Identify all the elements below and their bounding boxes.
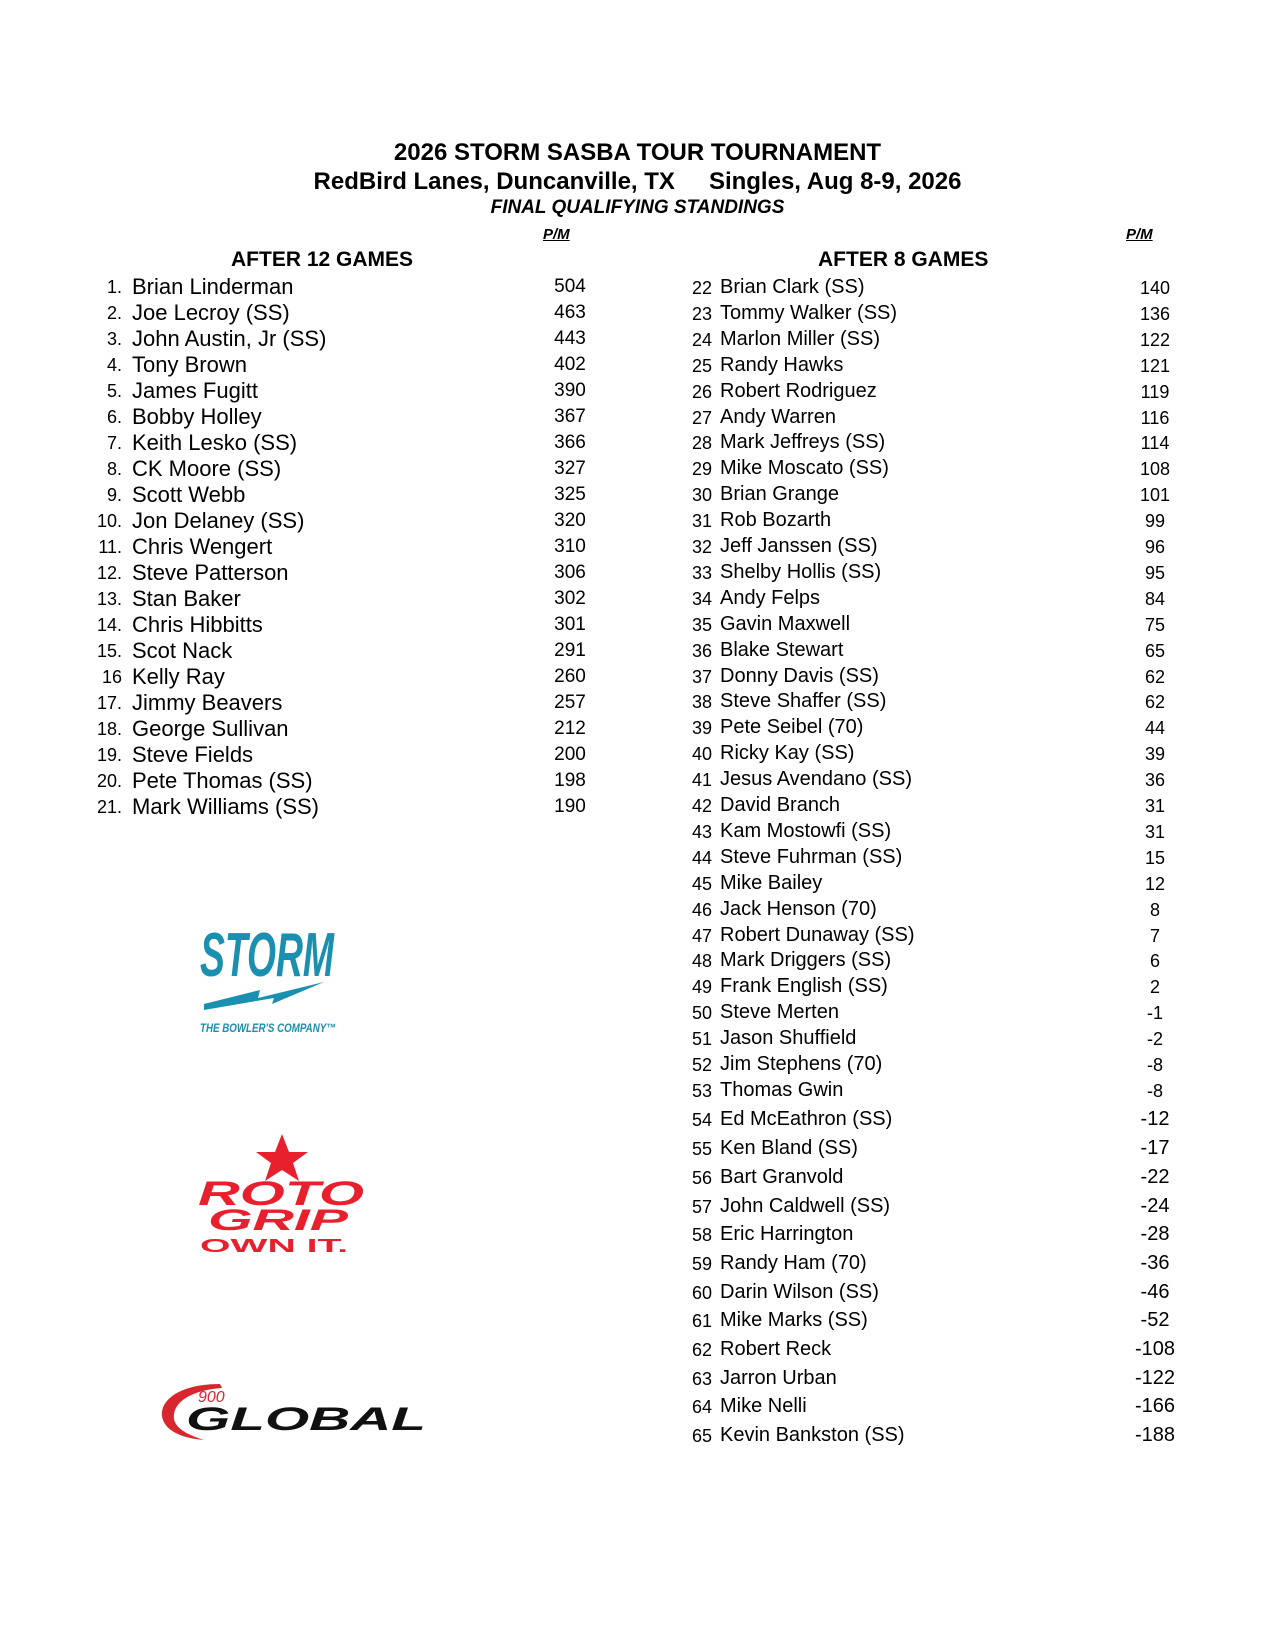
rank-number: 9. — [106, 485, 122, 505]
bowler-name: Mark Driggers (SS) — [720, 949, 892, 972]
bowler-name: Robert Rodriguez — [720, 379, 877, 402]
bowler-name: Donny Davis (SS) — [720, 664, 879, 687]
pins-over-average: 114 — [1140, 433, 1170, 454]
star-icon — [256, 1134, 308, 1181]
bowler-name: Chris Hibbitts — [132, 612, 263, 637]
rank-number: 38 — [691, 692, 712, 713]
rank-number: 6. — [106, 407, 122, 427]
storm-logo — [200, 918, 350, 1048]
pins-over-average: -52 — [1140, 1309, 1170, 1332]
pins-over-average: -8 — [1146, 1055, 1163, 1075]
bowler-name: Kelly Ray — [132, 664, 225, 689]
rank-number: 1. — [106, 277, 122, 297]
rotogrip-line1: ROTO — [198, 1175, 364, 1213]
rank-number: 25 — [691, 355, 712, 376]
right-pm-label: P/M — [1126, 226, 1153, 243]
rank-number: 16 — [101, 667, 122, 687]
pins-over-average: -17 — [1140, 1137, 1170, 1160]
pins-over-average: 95 — [1144, 562, 1166, 583]
rank-number: 8. — [106, 459, 122, 479]
bowler-name: Darin Wilson (SS) — [720, 1280, 879, 1303]
bowler-name: Mike Moscato (SS) — [720, 457, 889, 480]
bowler-name: Brian Grange — [720, 483, 839, 506]
pins-over-average: 306 — [554, 562, 586, 583]
rank-number: 53 — [691, 1080, 712, 1101]
pins-over-average: 7 — [1149, 925, 1160, 946]
pins-over-average: 366 — [554, 432, 586, 453]
bowler-name: Jon Delaney (SS) — [132, 508, 305, 533]
rank-number: 49 — [691, 977, 712, 998]
rank-number: 22 — [691, 278, 712, 298]
pins-over-average: 8 — [1149, 899, 1160, 920]
bowler-name: Brian Clark (SS) — [720, 276, 865, 298]
storm-wordmark: STORM — [200, 921, 335, 990]
pins-over-average: -8 — [1146, 1080, 1163, 1101]
pins-over-average: 99 — [1144, 511, 1166, 532]
bowler-name: Blake Stewart — [720, 638, 844, 661]
pins-over-average: 302 — [554, 588, 586, 609]
pins-over-average: 122 — [1139, 329, 1171, 350]
rank-number: 45 — [691, 873, 712, 894]
bowler-name: Jim Stephens (70) — [720, 1053, 883, 1075]
pins-over-average: 31 — [1144, 821, 1166, 842]
pins-over-average: 121 — [1139, 355, 1171, 376]
pins-over-average: 119 — [1140, 381, 1170, 402]
rank-number: 17. — [96, 693, 122, 713]
rank-number: 39 — [691, 718, 712, 739]
bowler-name: Thomas Gwin — [720, 1078, 844, 1101]
rank-number: 20. — [96, 771, 122, 791]
rank-number: 40 — [691, 744, 712, 765]
bowler-name: John Austin, Jr (SS) — [132, 326, 327, 351]
pins-over-average: 96 — [1144, 537, 1166, 557]
pins-over-average: 504 — [554, 276, 586, 297]
rank-number: 23 — [691, 303, 712, 324]
bowler-name: Marlon Miller (SS) — [720, 327, 881, 350]
rank-number: 10. — [96, 511, 122, 531]
bowler-name: Rob Bozarth — [720, 509, 832, 532]
pins-over-average: 140 — [1139, 278, 1171, 298]
pins-over-average: 320 — [554, 510, 586, 531]
pins-over-average: 402 — [554, 354, 586, 375]
bowler-name: Keith Lesko (SS) — [132, 430, 298, 455]
rank-number: 29 — [691, 459, 712, 480]
rotogrip-tagline: OWN IT. — [200, 1236, 348, 1256]
bowler-name: Scott Webb — [132, 482, 246, 507]
rank-number: 58 — [691, 1225, 712, 1246]
bowler-name: Randy Ham (70) — [720, 1251, 867, 1274]
rank-number: 37 — [691, 666, 712, 687]
bowler-name: George Sullivan — [132, 716, 289, 741]
bowler-name: Mike Marks (SS) — [720, 1309, 868, 1332]
bowler-name: Robert Reck — [720, 1338, 832, 1360]
bowler-name: Chris Wengert — [132, 534, 273, 559]
bowler-name: Andy Felps — [720, 586, 821, 609]
bowler-name: Robert Dunaway (SS) — [720, 923, 915, 946]
rank-number: 56 — [691, 1167, 712, 1188]
pins-over-average: -22 — [1140, 1165, 1170, 1188]
rank-number: 55 — [691, 1139, 712, 1160]
bowler-name: Andy Warren — [720, 405, 836, 428]
rank-number: 7. — [106, 433, 122, 453]
pins-over-average: 463 — [554, 302, 586, 323]
pins-over-average: 443 — [554, 328, 586, 349]
rank-number: 64 — [691, 1397, 712, 1418]
bowler-name: Jack Henson (70) — [720, 897, 877, 920]
pins-over-average: 31 — [1144, 796, 1166, 816]
pins-over-average: 62 — [1144, 692, 1166, 713]
bowler-name: Mark Jeffreys (SS) — [720, 431, 886, 454]
pins-over-average: -36 — [1140, 1251, 1170, 1274]
bowler-name: Brian Linderman — [132, 274, 294, 299]
bowler-name: Steve Shaffer (SS) — [720, 690, 887, 713]
pins-over-average: 190 — [554, 796, 586, 817]
bowler-name: Mike Bailey — [720, 871, 823, 894]
tournament-location-event — [0, 167, 1275, 196]
rank-number: 36 — [691, 640, 712, 661]
pins-over-average: 260 — [554, 666, 586, 687]
bowler-name: David Branch — [720, 794, 841, 816]
rank-number: 31 — [691, 511, 712, 532]
rank-number: 3. — [106, 329, 122, 349]
right-section-heading: AFTER 8 GAMES — [818, 248, 989, 271]
pins-over-average: -28 — [1140, 1223, 1170, 1246]
bowler-name: Ed McEathron (SS) — [720, 1108, 893, 1131]
pins-over-average: 84 — [1144, 588, 1166, 609]
pins-over-average: 200 — [554, 744, 586, 765]
rank-number: 44 — [691, 847, 712, 868]
bowler-name: Jimmy Beavers — [132, 690, 283, 715]
rank-number: 61 — [691, 1311, 712, 1332]
pins-over-average: 310 — [554, 536, 586, 557]
rank-number: 51 — [691, 1029, 712, 1050]
tournament-title: 2026 STORM SASBA TOUR TOURNAMENT — [393, 139, 882, 166]
tournament-location: RedBird Lanes, Duncanville, TX — [313, 168, 675, 195]
rank-number: 59 — [691, 1253, 712, 1274]
bowler-name: Mike Nelli — [720, 1395, 807, 1418]
pins-over-average: 291 — [554, 640, 586, 661]
bowler-name: Steve Fuhrman (SS) — [720, 845, 903, 868]
bowler-name: Pete Seibel (70) — [720, 716, 864, 739]
rank-number: 34 — [691, 588, 712, 609]
bowler-name: Tony Brown — [132, 352, 247, 377]
pins-over-average: 6 — [1149, 951, 1160, 972]
standings-subtitle: FINAL QUALIFYING STANDINGS — [490, 197, 785, 218]
rank-number: 32 — [691, 537, 712, 557]
global-number: 900 — [198, 1389, 225, 1406]
pins-over-average: -2 — [1146, 1029, 1163, 1050]
pins-over-average: -108 — [1134, 1338, 1176, 1360]
bowler-name: CK Moore (SS) — [132, 456, 282, 481]
rank-number: 47 — [691, 925, 712, 946]
pins-over-average: 39 — [1144, 744, 1166, 765]
bowler-name: Eric Harrington — [720, 1223, 854, 1246]
rank-number: 13. — [96, 589, 122, 609]
rank-number: 54 — [691, 1110, 712, 1131]
bowler-name: Randy Hawks — [720, 353, 844, 376]
pins-over-average: 257 — [554, 692, 586, 713]
rank-number: 52 — [691, 1055, 712, 1075]
rank-number: 5. — [106, 381, 122, 401]
rank-number: 4. — [106, 355, 122, 375]
rank-number: 11. — [98, 537, 122, 557]
pins-over-average: -122 — [1134, 1366, 1176, 1389]
rank-number: 19. — [96, 745, 122, 765]
bowler-name: Steve Merten — [720, 1001, 839, 1024]
pins-over-average: 367 — [554, 406, 586, 427]
rank-number: 15. — [96, 641, 122, 661]
bowler-name: Bart Granvold — [720, 1165, 844, 1188]
rank-number: 43 — [691, 821, 712, 842]
rank-number: 21. — [96, 797, 122, 817]
bowler-name: John Caldwell (SS) — [720, 1194, 891, 1217]
bowler-name: Pete Thomas (SS) — [132, 768, 313, 793]
rank-number: 2. — [106, 303, 122, 323]
rotogrip-line2: GRIP — [208, 1204, 350, 1237]
pins-over-average: -12 — [1140, 1108, 1170, 1131]
900-global-logo — [160, 1380, 440, 1442]
pins-over-average: -24 — [1140, 1194, 1170, 1217]
rank-number: 60 — [691, 1282, 712, 1303]
bowler-name: Joe Lecroy (SS) — [132, 300, 290, 325]
bowler-name: Tommy Walker (SS) — [720, 301, 898, 324]
bowler-name: Kam Mostowfi (SS) — [720, 819, 892, 842]
pins-over-average: 327 — [554, 458, 586, 479]
pins-over-average: 116 — [1140, 407, 1170, 428]
bowler-name: Jesus Avendano (SS) — [720, 768, 912, 791]
pins-over-average: 301 — [554, 614, 586, 635]
rank-number: 57 — [691, 1196, 712, 1217]
bowler-name: Steve Fields — [132, 742, 254, 767]
pins-over-average: -188 — [1134, 1424, 1176, 1447]
pins-over-average: 212 — [554, 718, 586, 739]
rank-number: 12. — [96, 563, 122, 583]
bowler-name: Scot Nack — [132, 638, 233, 663]
rank-number: 46 — [691, 899, 712, 920]
rank-number: 26 — [691, 381, 712, 402]
bowler-name: Gavin Maxwell — [720, 612, 851, 635]
pins-over-average: -1 — [1146, 1003, 1163, 1024]
bowler-name: Frank English (SS) — [720, 975, 888, 998]
global-wordmark: GLOBAL — [186, 1401, 426, 1437]
rank-number: 50 — [691, 1003, 712, 1024]
bowler-name: Ricky Kay (SS) — [720, 742, 855, 765]
bowler-name: Ken Bland (SS) — [720, 1137, 858, 1160]
pins-over-average: 2 — [1149, 977, 1160, 998]
rank-number: 18. — [96, 719, 122, 739]
left-pm-label: P/M — [543, 226, 570, 243]
pins-over-average: 101 — [1139, 485, 1171, 506]
rank-number: 48 — [691, 951, 712, 972]
rank-number: 65 — [691, 1426, 712, 1447]
pins-over-average: -46 — [1140, 1280, 1170, 1303]
bowler-name: Shelby Hollis (SS) — [720, 560, 882, 583]
pins-over-average: 15 — [1144, 847, 1166, 868]
pins-over-average: 44 — [1144, 718, 1166, 739]
rank-number: 35 — [691, 614, 712, 635]
pins-over-average: 390 — [554, 380, 586, 401]
bowler-name: James Fugitt — [132, 378, 258, 403]
rank-number: 24 — [691, 329, 712, 350]
rank-number: 14. — [96, 615, 122, 635]
bowler-name: Jarron Urban — [720, 1366, 837, 1389]
bowler-name: Mark Williams (SS) — [132, 794, 319, 819]
left-section-heading: AFTER 12 GAMES — [231, 248, 414, 271]
bowler-name: Steve Patterson — [132, 560, 289, 585]
storm-tagline: THE BOWLER'S COMPANY™ — [200, 1021, 336, 1035]
pins-over-average: 12 — [1144, 873, 1166, 894]
pins-over-average: 325 — [554, 484, 586, 505]
pins-over-average: -166 — [1134, 1395, 1176, 1418]
bowler-name: Jason Shuffield — [720, 1027, 857, 1050]
pins-over-average: 36 — [1144, 770, 1166, 791]
rank-number: 28 — [691, 433, 712, 454]
rank-number: 41 — [691, 770, 712, 791]
rank-number: 63 — [691, 1368, 712, 1389]
bowler-name: Jeff Janssen (SS) — [720, 535, 878, 557]
pins-over-average: 136 — [1139, 303, 1171, 324]
rank-number: 42 — [691, 796, 712, 816]
rank-number: 27 — [691, 407, 712, 428]
tournament-event: Singles, Aug 8-9, 2026 — [708, 168, 962, 195]
rank-number: 30 — [691, 485, 712, 506]
pins-over-average: 65 — [1144, 640, 1166, 661]
bowler-name: Bobby Holley — [132, 404, 262, 429]
rank-number: 62 — [691, 1340, 712, 1360]
bowler-name: Stan Baker — [132, 586, 241, 611]
pins-over-average: 198 — [554, 770, 586, 791]
rank-number: 33 — [691, 562, 712, 583]
pins-over-average: 75 — [1144, 614, 1166, 635]
rotogrip-logo — [196, 1130, 368, 1256]
pins-over-average: 108 — [1139, 459, 1171, 480]
title-block — [0, 138, 1275, 220]
bowler-name: Kevin Bankston (SS) — [720, 1424, 905, 1447]
pins-over-average: 62 — [1144, 666, 1166, 687]
